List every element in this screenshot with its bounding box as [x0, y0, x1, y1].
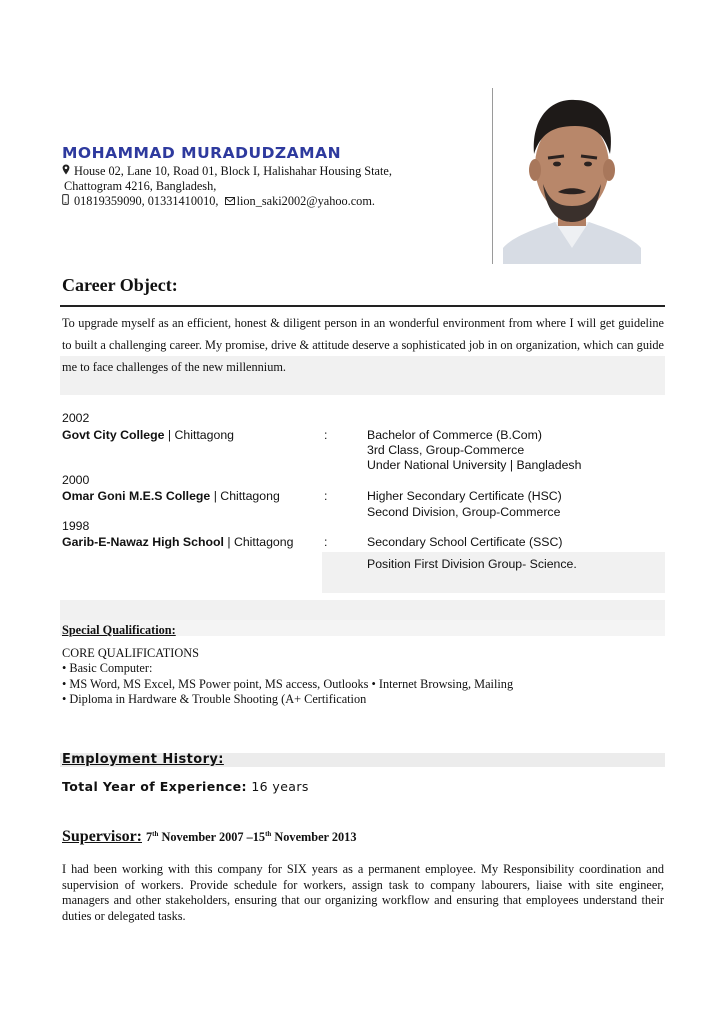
- qualification-line: CORE QUALIFICATIONS: [62, 646, 199, 660]
- edu-year: 2000: [62, 473, 90, 487]
- profile-photo: [503, 88, 641, 264]
- edu-degree: Secondary School Certificate (SSC): [367, 535, 563, 549]
- edu-location: | Chittagong: [164, 428, 235, 442]
- email-address: lion_saki2002@yahoo.com.: [236, 194, 375, 208]
- edu-detail: 3rd Class, Group-Commerce: [367, 443, 525, 457]
- address-line-1-text: House 02, Lane 10, Road 01, Block I, Halishahar Housing State,: [74, 164, 392, 178]
- address-line-1: [62, 164, 392, 180]
- job-title: Supervisor:: [62, 828, 142, 845]
- job-description: I had been working with this company for SIX years as a permanent employee. My Responsibility coordination and supervision of workers. Provide schedule for workers, assign task to company labourers, liaise with site engineer, managers and other stakeholders, ensuring that our organizing workflow and ensuring that employees understand their duties or delegated tasks.: [62, 862, 664, 923]
- section-rule: [60, 305, 665, 307]
- shaded-band: [60, 600, 665, 620]
- edu-degree: Higher Secondary Certificate (HSC): [367, 489, 562, 503]
- special-qualification-heading: Special Qualification:: [62, 623, 176, 637]
- edu-location: | Chittagong: [223, 535, 294, 549]
- edu-detail: Second Division, Group-Commerce: [367, 505, 561, 519]
- experience-value: 16 years: [251, 779, 309, 794]
- phone-icon: [62, 194, 72, 210]
- edu-separator: :: [324, 535, 328, 549]
- edu-year: 2002: [62, 411, 90, 425]
- contact-line: [62, 194, 375, 210]
- map-pin-icon: [62, 164, 72, 180]
- job-header: [62, 828, 356, 846]
- qualification-line: • Diploma in Hardware & Trouble Shooting (A+ Certification: [62, 692, 367, 706]
- phone-numbers: 01819359090, 01331410010,: [74, 194, 219, 208]
- edu-institution-row: [62, 428, 234, 443]
- qualification-line: • MS Word, MS Excel, MS Power point, MS access, Outlooks • Internet Browsing, Mailing: [62, 677, 514, 691]
- envelope-icon: [225, 195, 235, 210]
- edu-institution-row: [62, 535, 293, 550]
- edu-institution: Garib-E-Nawaz High School: [62, 535, 224, 549]
- employment-history-heading: Employment History:: [62, 752, 224, 767]
- edu-year: 1998: [62, 519, 90, 533]
- edu-detail: Under National University | Bangladesh: [367, 458, 582, 472]
- job-dates: 7th November 2007 –15th November 2013: [146, 829, 357, 844]
- edu-detail: Position First Division Group- Science.: [367, 557, 577, 571]
- edu-institution: Omar Goni M.E.S College: [62, 489, 211, 503]
- experience-label: Total Year of Experience:: [62, 779, 247, 794]
- edu-location: | Chittagong: [210, 489, 280, 503]
- career-object-text: To upgrade myself as an efficient, honest & diligent person in an wonderful environment from where I will get guideline to built a challenging career. My promise, drive & attitude deserve a sophisticated job in on organization, which can guide me to face challenges of the new millennium.: [62, 316, 664, 374]
- edu-institution-row: [62, 489, 280, 504]
- qualification-line: • Basic Computer:: [62, 661, 153, 675]
- total-experience: [62, 779, 309, 794]
- edu-institution: Govt City College: [62, 428, 165, 442]
- edu-separator: :: [324, 489, 328, 503]
- address-line-2: Chattogram 4216, Bangladesh,: [64, 179, 217, 193]
- candidate-name: MOHAMMAD MURADUDZAMAN: [62, 144, 342, 162]
- edu-separator: :: [324, 428, 328, 442]
- edu-degree: Bachelor of Commerce (B.Com): [367, 428, 542, 442]
- header-divider: [492, 88, 493, 264]
- career-object-heading: Career Object:: [62, 275, 178, 295]
